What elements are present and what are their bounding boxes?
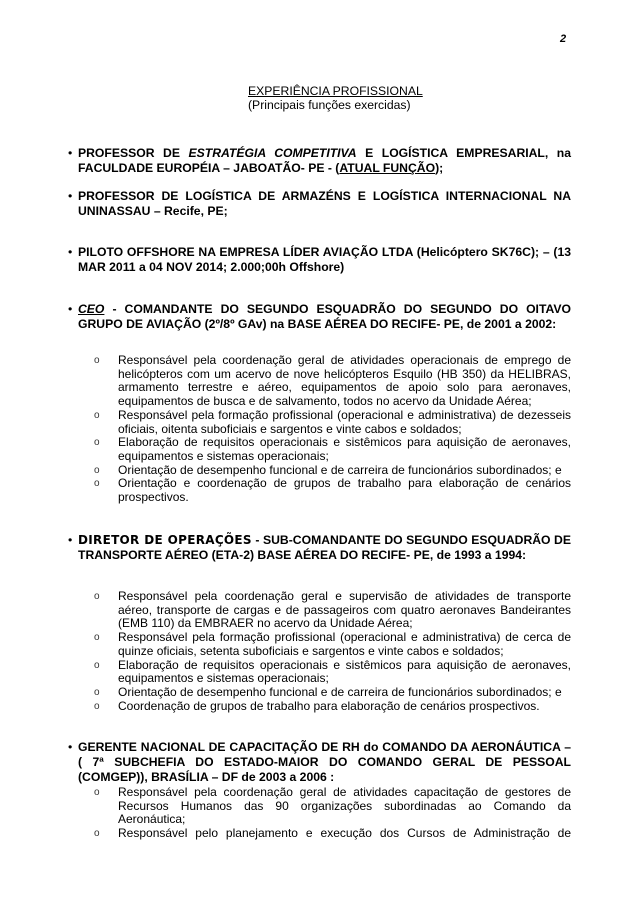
item-text: Responsável pela formação profissional (operacional e administrativa) de dezesseis oficiais, oitenta suboficiais e sargentos e vinte cabos e soldados; (118, 407, 571, 436)
item-text: Orientação de desempenho funcional e de carreira de funcionários subordinados; e (118, 462, 562, 477)
sub-bullet-icon: o (94, 787, 100, 798)
entry-text: E LOGÍSTICA EMPRESARIAL, na FACULDADE EUROPÉIA – JABOATÃO- PE - ( (78, 146, 572, 175)
entry-text: PROFESSOR DE (78, 146, 189, 160)
sub-bullet-icon: o (94, 409, 100, 421)
entry-text: GERENTE NACIONAL DE CAPACITAÇÃO DE RH do COMANDO DA AERONÁUTICA – ( 7ª SUBCHEFIA DO ESTADO-MAIOR DO COMANDO GERAL DE PESSOAL (COMGEP)), BRASÍLIA – DF de 2003 a 2006 : (78, 740, 571, 784)
list-item (58, 700, 571, 714)
sub-bullet-icon: o (94, 478, 100, 490)
role-title: DIRETOR DE OPERAÇÕES (78, 533, 252, 547)
responsibility-list (68, 590, 571, 713)
list-item (58, 464, 571, 478)
role-title: CEO (78, 302, 105, 316)
sub-bullet-icon: o (94, 591, 100, 602)
entry-text: ); (435, 161, 444, 175)
bullet-icon: • (68, 302, 73, 316)
page-number: 2 (560, 33, 567, 45)
item-text: Coordenação de grupos de trabalho para elaboração de cenários prospectivos. (118, 698, 540, 713)
list-item (58, 631, 571, 658)
bullet-icon: • (68, 533, 73, 547)
entry-heading (68, 245, 571, 275)
responsibility-list (68, 354, 571, 505)
item-text: Responsável pela coordenação geral e supervisão de atividades de transporte aéreo, transporte de cargas e de passageiros com quatro aeronaves Bandeirantes (EMB 110) da EMBRAER no acervo da Unidade Aérea; (118, 589, 571, 631)
item-text: Elaboração de requisitos operacionais e sistêmicos para aquisição de aeronaves, equipamentos e sistemas operacionais; (118, 657, 571, 686)
sub-bullet-icon: o (94, 828, 100, 840)
list-item (58, 436, 571, 463)
entry-heading (68, 302, 571, 332)
list-item (58, 477, 571, 504)
entry-heading (68, 146, 571, 176)
sub-bullet-icon: o (94, 686, 100, 698)
entry-heading (68, 533, 571, 563)
sub-bullet-icon: o (94, 700, 100, 712)
bullet-icon: • (68, 189, 73, 203)
list-item (58, 590, 571, 631)
experience-entry (68, 146, 571, 176)
sub-bullet-icon: o (94, 437, 100, 449)
experience-entry (68, 740, 571, 841)
list-item (58, 409, 571, 436)
entry-text: PROFESSOR DE LOGÍSTICA DE ARMAZÉNS E LOGÍSTICA INTERNACIONAL NA UNINASSAU – Recife, PE; (78, 189, 571, 218)
item-text: Orientação e coordenação de grupos de trabalho para elaboração de cenários prospectivos. (118, 476, 571, 505)
sub-bullet-icon: o (94, 632, 100, 644)
entry-heading (68, 740, 571, 785)
section-subtitle: (Principais funções exercidas) (248, 98, 411, 112)
experience-entry (68, 189, 571, 219)
experience-entry (68, 302, 571, 505)
list-item (58, 659, 571, 686)
item-text: Responsável pela coordenação geral de atividades capacitação de gestores de Recursos Humanos das 90 organizações subordinadas ao Comando da Aeronáutica; (118, 785, 571, 827)
bullet-icon: • (68, 740, 73, 754)
entry-text: - SUB-COMANDANTE DO SEGUNDO ESQUADRÃO DE TRANSPORTE AÉREO (ETA-2) BASE AÉREA DO RECIFE- PE, de 1993 a 1994: (78, 533, 571, 562)
sub-bullet-icon: o (94, 355, 100, 366)
item-text: Responsável pela formação profissional (operacional e administrativa) de cerca de quinze oficiais, setenta suboficiais e sargentos e vinte cabos e soldados; (118, 630, 571, 658)
experience-entry (68, 533, 571, 713)
section-title: EXPERIÊNCIA PROFISSIONAL (248, 84, 423, 98)
experience-entry (68, 245, 571, 275)
item-text: Responsável pela coordenação geral de atividades operacionais de emprego de helicópteros com um acervo de nove helicópteros Esquilo (HB 350) da HELIBRAS, armamento terrestre e aéreo, equipamentos de apoio solo para aeronaves, equipamentos de busca e de salvamento, todos no acervo da Unidade Aérea; (118, 353, 571, 409)
item-text: Responsável pelo planejamento e execução dos Cursos de Administração de (118, 826, 571, 841)
list-item (58, 827, 571, 841)
list-item (58, 786, 571, 827)
entry-text: PILOTO OFFSHORE NA EMPRESA LÍDER AVIAÇÃO LTDA (Helicóptero SK76C); – (13 MAR 2011 a 04 NOV 2014; 2.000;00h Offshore) (78, 245, 571, 274)
item-text: Orientação de desempenho funcional e de carreira de funcionários subordinados; e (118, 684, 562, 699)
item-text: Elaboração de requisitos operacionais e sistêmicos para aquisição de aeronaves, equipamentos e sistemas operacionais; (118, 435, 571, 463)
bullet-icon: • (68, 146, 73, 160)
sub-bullet-icon: o (94, 464, 100, 476)
entry-text: - COMANDANTE DO SEGUNDO ESQUADRÃO DO SEGUNDO DO OITAVO GRUPO DE AVIAÇÃO (2º/8º GAv) na BASE AÉREA DO RECIFE- PE, de 2001 a 2002: (78, 302, 571, 331)
responsibility-list (68, 786, 571, 841)
section-heading (248, 84, 423, 112)
sub-bullet-icon: o (94, 659, 100, 671)
bullet-icon: • (68, 245, 73, 259)
entry-italic-text: ESTRATÉGIA COMPETITIVA (188, 146, 357, 160)
list-item (58, 686, 571, 700)
current-role-label: ATUAL FUNÇÃO (339, 161, 436, 175)
list-item (58, 354, 571, 409)
entry-heading (68, 189, 571, 219)
